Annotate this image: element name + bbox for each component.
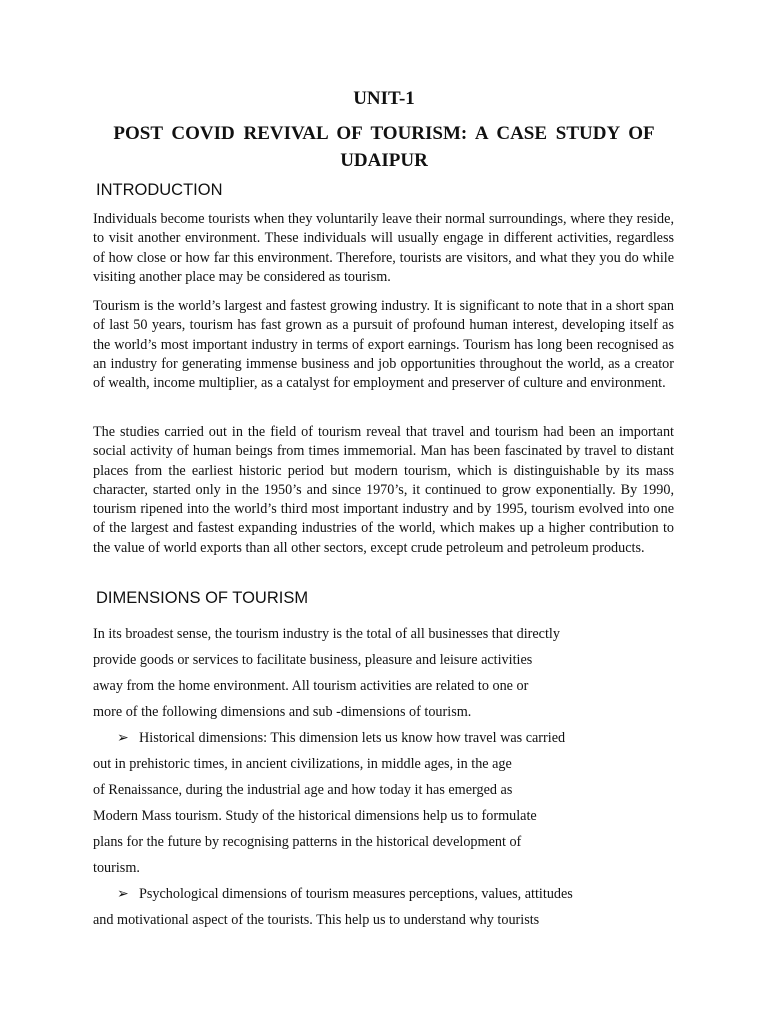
- body-line: away from the home environment. All tourism activities are related to one or: [93, 678, 529, 694]
- body-line: In its broadest sense, the tourism industry is the total of all businesses that directly: [93, 626, 560, 642]
- introduction-heading: INTRODUCTION: [96, 181, 223, 199]
- dimensions-body: [93, 621, 653, 933]
- body-line: tourism.: [93, 860, 140, 876]
- dimensions-heading: DIMENSIONS OF TOURISM: [96, 589, 309, 607]
- body-line: provide goods or services to facilitate business, pleasure and leisure activities: [93, 652, 533, 668]
- document-title: POST COVID REVIVAL OF TOURISM: A CASE STUDY OF UDAIPUR: [113, 123, 655, 171]
- body-line: Modern Mass tourism. Study of the historical dimensions help us to formulate: [93, 808, 537, 824]
- intro-paragraph: Tourism is the world’s largest and fastest growing industry. It is significant to note that in a short span of last 50 years, tourism has fast grown as a pursuit of profound human interest, developing itself as the world’s most important industry in terms of export earnings. Tourism has long been recognised as an industry for generating immense business and job opportunities throughout the world, as a creator of wealth, income multiplier, as a catalyst for employment and preserver of culture and environment.: [93, 298, 674, 392]
- historical-dimension-item: [93, 725, 653, 751]
- arrow-bullet-icon: ➢: [117, 730, 129, 746]
- intro-paragraph: Individuals become tourists when they voluntarily leave their normal surroundings, where they reside, to visit another environment. These individuals will usually engage in different activities, regardless of how close or how far this environment. Therefore, tourists are visitors, and what they you do while visiting another place may be considered as tourism.: [93, 211, 674, 285]
- historical-dimension-text: Historical dimensions: This dimension lets us know how travel was carried: [139, 730, 566, 746]
- body-line: and motivational aspect of the tourists. This help us to understand why tourists: [93, 912, 540, 928]
- body-line: more of the following dimensions and sub -dimensions of tourism.: [93, 704, 472, 720]
- intro-paragraph: The studies carried out in the field of tourism reveal that travel and tourism had been an important social activity of human beings from times immemorial. Man has been fascinated by travel to distant places from the earliest historic period but modern tourism, which is distinguishable by its mass character, started only in the 1950’s and since 1970’s, it continued to grow exponentially. By 1990, tourism ripened into the world’s third most important industry and by 1995, tourism evolved into one of the largest and fastest expanding industries of the world, which makes up a higher contribution to the value of world exports than all other sectors, except crude petroleum and petroleum products.: [93, 424, 674, 556]
- body-line: out in prehistoric times, in ancient civilizations, in middle ages, in the age: [93, 756, 512, 772]
- arrow-bullet-icon: ➢: [117, 886, 129, 902]
- body-line: of Renaissance, during the industrial age and how today it has emerged as: [93, 782, 513, 798]
- unit-title: UNIT-1: [353, 88, 415, 109]
- psychological-dimension-text: Psychological dimensions of tourism measures perceptions, values, attitudes: [139, 886, 573, 902]
- psychological-dimension-item: [93, 881, 653, 907]
- body-line: plans for the future by recognising patterns in the historical development of: [93, 834, 522, 850]
